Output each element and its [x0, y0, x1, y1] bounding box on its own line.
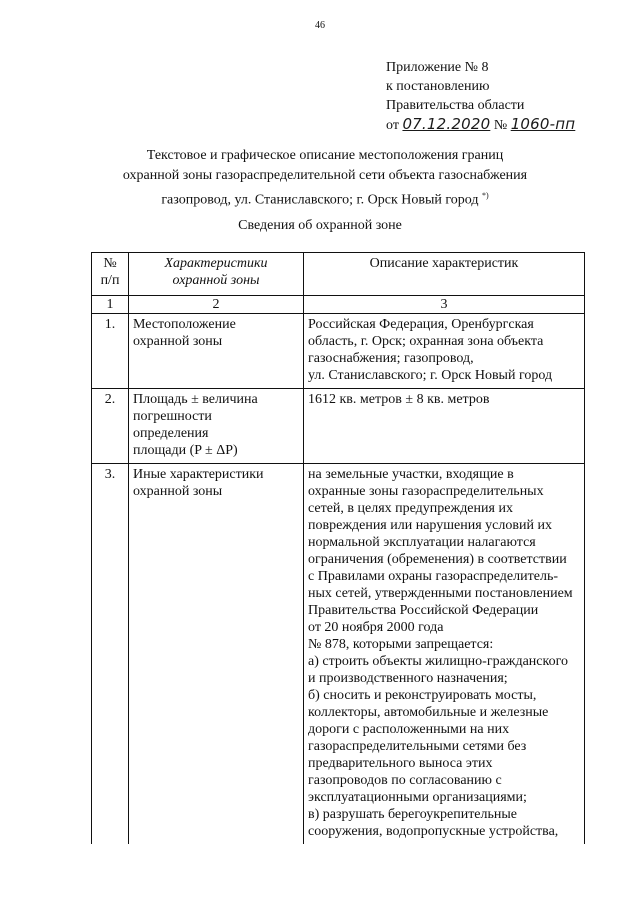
- header-cell-characteristics: [129, 253, 304, 296]
- description-line: дороги с расположенными на них: [308, 722, 510, 737]
- description-line: и производственного назначения;: [308, 671, 508, 686]
- handwritten-date: 07.12.2020: [402, 115, 491, 133]
- description-line: охранные зоны газораспределительных: [308, 484, 544, 499]
- description-line: в) разрушать берегоукрепительные: [308, 807, 518, 822]
- description-line: с Правилами охраны газораспределитель-: [308, 569, 558, 584]
- description-line: сооружения, водопропускные устройства,: [308, 824, 559, 839]
- header-line: охранной зоны: [172, 273, 260, 288]
- row-number: 1.: [92, 314, 129, 389]
- header-cell-number: [92, 253, 129, 296]
- table-row: [92, 314, 585, 389]
- characteristic-line: охранной зоны: [133, 334, 223, 349]
- section-title: Сведения об охранной зоне: [238, 218, 402, 233]
- characteristic-line: площади (P ± ΔP): [133, 443, 238, 458]
- title-line-1: Текстовое и графическое описание местоположения границ: [146, 148, 504, 163]
- column-number: 2: [129, 296, 304, 314]
- header-line: п/п: [100, 273, 120, 288]
- description-line: ных сетей, утвержденными постановлением: [308, 586, 573, 601]
- description-line: сетей, в целях предупреждения их: [308, 501, 513, 516]
- description-line: № 878, которыми запрещается:: [308, 637, 494, 652]
- header-line: №: [103, 256, 117, 271]
- description-line: газопроводов по согласованию с: [308, 773, 502, 788]
- header-line: Характеристики: [164, 256, 268, 271]
- characteristic-line: определения: [133, 426, 209, 441]
- characteristic-line: Местоположение: [133, 317, 236, 332]
- characteristic-line: охранной зоны: [133, 484, 223, 499]
- title-line-3-text: газопровод, ул. Станиславского; г. Орск Новый город: [161, 192, 479, 208]
- row-description: [304, 389, 585, 464]
- characteristic-line: погрешности: [133, 409, 212, 424]
- table-header-row: [92, 253, 585, 296]
- row-characteristic: [129, 464, 304, 845]
- zone-info-table: [91, 252, 585, 844]
- characteristic-line: Иные характеристики: [133, 467, 264, 482]
- row-number: 3.: [92, 464, 129, 845]
- description-line: повреждения или нарушения условий их: [308, 518, 552, 533]
- appendix-date-line: [386, 115, 575, 135]
- header-line: Описание характеристик: [369, 256, 519, 271]
- characteristic-line: Площадь ± величина: [133, 392, 258, 407]
- description-line: коллекторы, автомобильные и железные: [308, 705, 549, 720]
- title-line-2: охранной зоны газораспределительной сети объекта газоснабжения: [122, 168, 528, 183]
- description-line: ограничения (обременения) в соответствии: [308, 552, 567, 567]
- description-line: на земельные участки, входящие в: [308, 467, 514, 482]
- appendix-title: Приложение № 8: [386, 60, 489, 75]
- row-description: [304, 314, 585, 389]
- handwritten-number: 1060-пп: [510, 115, 576, 133]
- header-cell-description: [304, 253, 585, 296]
- column-number: 1: [92, 296, 129, 314]
- title-line-3: [90, 186, 560, 211]
- description-line: ул. Станиславского; г. Орск Новый город: [308, 368, 553, 383]
- description-line: эксплуатационными организациями;: [308, 790, 527, 805]
- appendix-line-3: Правительства области: [386, 98, 525, 113]
- footnote-mark: *): [482, 191, 489, 200]
- description-line: б) сносить и реконструировать мосты,: [308, 688, 537, 703]
- description-line: а) строить объекты жилищно-гражданского: [308, 654, 568, 669]
- description-line: от 20 ноября 2000 года: [308, 620, 444, 635]
- row-characteristic: [129, 389, 304, 464]
- description-line: предварительного выноса этих: [308, 756, 493, 771]
- table-column-numbers-row: [92, 296, 585, 314]
- number-prefix: №: [493, 118, 508, 133]
- description-line: газоснабжения; газопровод,: [308, 351, 474, 366]
- description-line: Правительства Российской Федерации: [308, 603, 539, 618]
- row-characteristic: [129, 314, 304, 389]
- document-title: [90, 146, 560, 211]
- appendix-block: [386, 58, 575, 135]
- description-line: нормальной эксплуатации налагаются: [308, 535, 536, 550]
- table-row: [92, 464, 585, 845]
- description-line: 1612 кв. метров ± 8 кв. метров: [308, 392, 490, 407]
- description-line: Российская Федерация, Оренбургская: [308, 317, 534, 332]
- description-line: область, г. Орск; охранная зона объекта: [308, 334, 544, 349]
- appendix-line-2: к постановлению: [386, 79, 490, 94]
- table-row: [92, 389, 585, 464]
- page-number: 46: [315, 20, 325, 31]
- description-line: газораспределительными сетями без: [308, 739, 527, 754]
- date-prefix: от: [386, 118, 399, 133]
- row-description: [304, 464, 585, 845]
- column-number: 3: [304, 296, 585, 314]
- row-number: 2.: [92, 389, 129, 464]
